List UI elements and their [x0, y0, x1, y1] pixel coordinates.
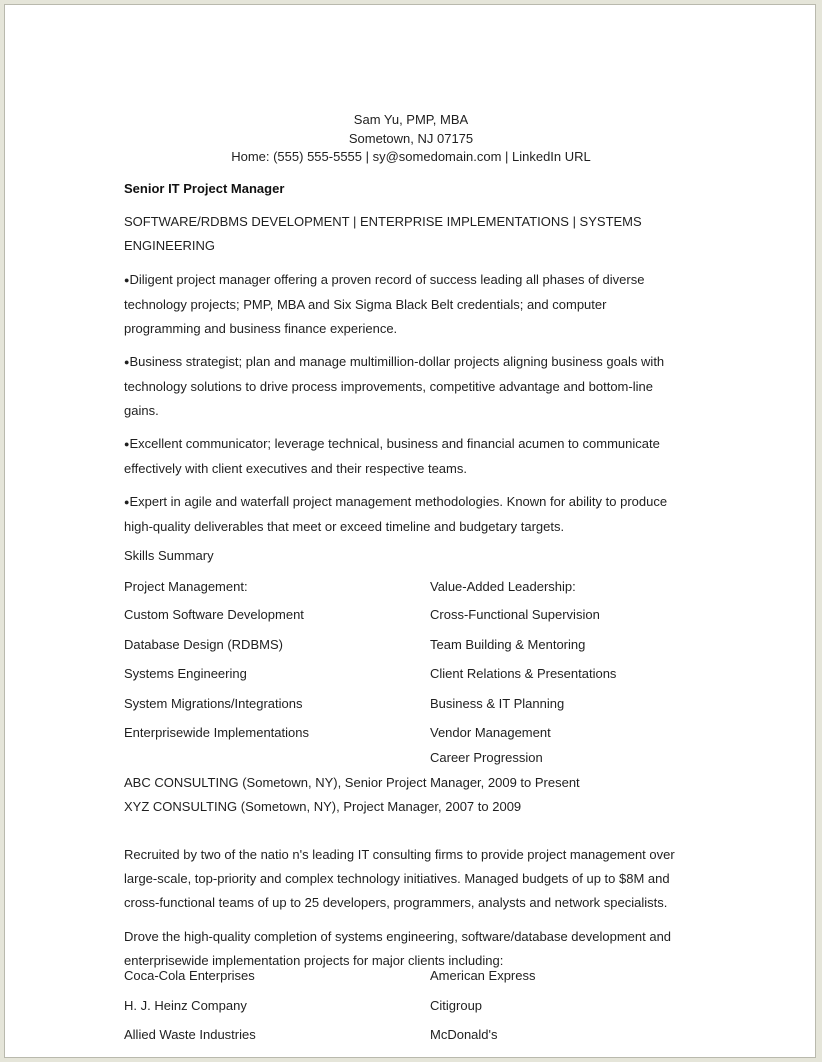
resume-page: [4, 4, 816, 1058]
bullet-text: Excellent communicator; leverage technical, business and financial acumen to communicate effectively with client executives and their respective teams.: [124, 436, 660, 476]
skills-left-heading: Project Management:: [124, 579, 248, 594]
bullet-text: Diligent project manager offering a proven record of success leading all phases of diverse technology projects; PMP, MBA and Six Sigma Black Belt credentials; and computer programming and business finance experience.: [124, 272, 645, 336]
bullet-icon: ●: [124, 275, 130, 285]
resume-location: Sometown, NJ 07175: [348, 131, 474, 146]
skill-item: Database Design (RDBMS): [124, 637, 283, 652]
skill-item: Custom Software Development: [124, 607, 304, 622]
bullet-text: Expert in agile and waterfall project management methodologies. Known for ability to produce high-quality deliverables that meet or exceed timeline and budgetary targets.: [124, 494, 668, 534]
client-item: Coca-Cola Enterprises: [124, 968, 255, 983]
bullet-text: Business strategist; plan and manage multimillion-dollar projects aligning business goals with technology solutions to drive process improvements, competitive advantage and bottom-line gains.: [124, 354, 665, 418]
bullet-icon: ●: [124, 357, 130, 367]
resume-contact: Home: (555) 555-5555 | sy@somedomain.com | LinkedIn URL: [231, 149, 591, 164]
bullet-icon: ●: [124, 497, 130, 507]
skills-heading: Skills Summary: [124, 548, 214, 563]
bullet-item: [124, 432, 684, 481]
job-entry: XYZ CONSULTING (Sometown, NY), Project Manager, 2007 to 2009: [124, 799, 522, 814]
skill-item: Team Building & Mentoring: [430, 637, 586, 652]
skill-item: Client Relations & Presentations: [430, 666, 617, 681]
skills-right-heading: Value-Added Leadership:: [430, 579, 576, 594]
experience-paragraph-clipped: Drove the high-quality completion of systems engineering, software/database development and enterprisewide implementation projects for major clients including:: [124, 929, 672, 968]
skill-item: Business & IT Planning: [430, 696, 565, 711]
bullet-item: [124, 268, 684, 341]
bullet-item: [124, 490, 684, 539]
skill-item: Enterprisewide Implementations: [124, 725, 309, 740]
bullet-item: [124, 350, 684, 423]
client-item: McDonald's: [430, 1027, 498, 1042]
client-item: Citigroup: [430, 998, 483, 1013]
experience-paragraph: Recruited by two of the natio n's leading IT consulting firms to provide project management over large-scale, top-priority and complex technology initiatives. Managed budgets of up to $8M and cross-functional teams of up to 25 developers, programmers, analysts and network specialists.: [124, 847, 675, 910]
focus-areas: SOFTWARE/RDBMS DEVELOPMENT | ENTERPRISE IMPLEMENTATIONS | SYSTEMS ENGINEERING: [124, 214, 642, 253]
skill-item: Vendor Management: [430, 725, 551, 740]
client-item: Allied Waste Industries: [124, 1027, 256, 1042]
job-title: Senior IT Project Manager: [124, 181, 285, 196]
skill-item: Career Progression: [430, 750, 543, 765]
bullet-icon: ●: [124, 439, 130, 449]
skill-item: Cross-Functional Supervision: [430, 607, 600, 622]
client-item: American Express: [430, 968, 536, 983]
resume-name: Sam Yu, PMP, MBA: [353, 112, 469, 127]
client-item: H. J. Heinz Company: [124, 998, 247, 1013]
skill-item: Systems Engineering: [124, 666, 247, 681]
skill-item: System Migrations/Integrations: [124, 696, 303, 711]
job-entry: ABC CONSULTING (Sometown, NY), Senior Project Manager, 2009 to Present: [124, 775, 580, 790]
